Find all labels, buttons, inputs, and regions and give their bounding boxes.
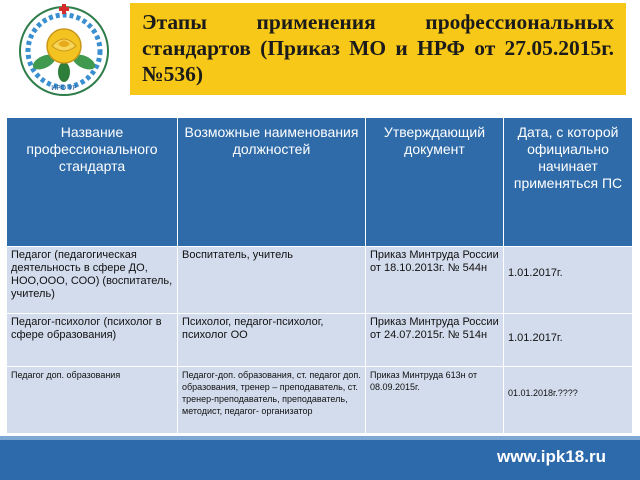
standard-cell: Педагог-психолог (психолог в сфере образования) [7, 314, 178, 367]
document-cell: Приказ Минтруда 613н от 08.09.2015г. [366, 367, 504, 434]
document-cell: Приказ Минтруда России от 24.07.2015г. № 514н [366, 314, 504, 367]
date-cell: 1.01.2017г. [504, 247, 633, 314]
standards-table [6, 117, 633, 434]
rose-emblem-icon [14, 4, 114, 98]
table-header-row [7, 118, 633, 247]
footer-website-link[interactable]: www.ipk18.ru [497, 447, 606, 466]
column-header: Название профессионального стандарта [7, 118, 178, 247]
positions-cell: Педагог-доп. образования, ст. педагог доп. образования, тренер – преподаватель, ст. тренер-преподаватель, преподаватель, методист, педагог- организатор [178, 367, 366, 434]
table-row [7, 247, 633, 314]
document-cell: Приказ Минтруда России от 18.10.2013г. № 544н [366, 247, 504, 314]
date-cell: 01.01.2018г.???? [504, 367, 633, 434]
column-header: Дата, с которой официально начинает применяться ПС [504, 118, 633, 247]
column-header: Возможные наименования должностей [178, 118, 366, 247]
positions-cell: Психолог, педагог-психолог, психолог ОО [178, 314, 366, 367]
column-header: Утверждающий документ [366, 118, 504, 247]
logo [14, 4, 114, 98]
table-row [7, 314, 633, 367]
standard-cell: Педагог доп. образования [7, 367, 178, 434]
page-title: Этапы применения профессиональных стандартов (Приказ МО и НРФ от 27.05.2015г. №536) [130, 3, 626, 95]
logo-text: ИРО УР [51, 84, 77, 92]
standard-cell: Педагог (педагогическая деятельность в сфере ДО, НОО,ООО, СОО) (воспитатель, учитель) [7, 247, 178, 314]
date-cell: 1.01.2017г. [504, 314, 633, 367]
table-row [7, 367, 633, 434]
positions-cell: Воспитатель, учитель [178, 247, 366, 314]
